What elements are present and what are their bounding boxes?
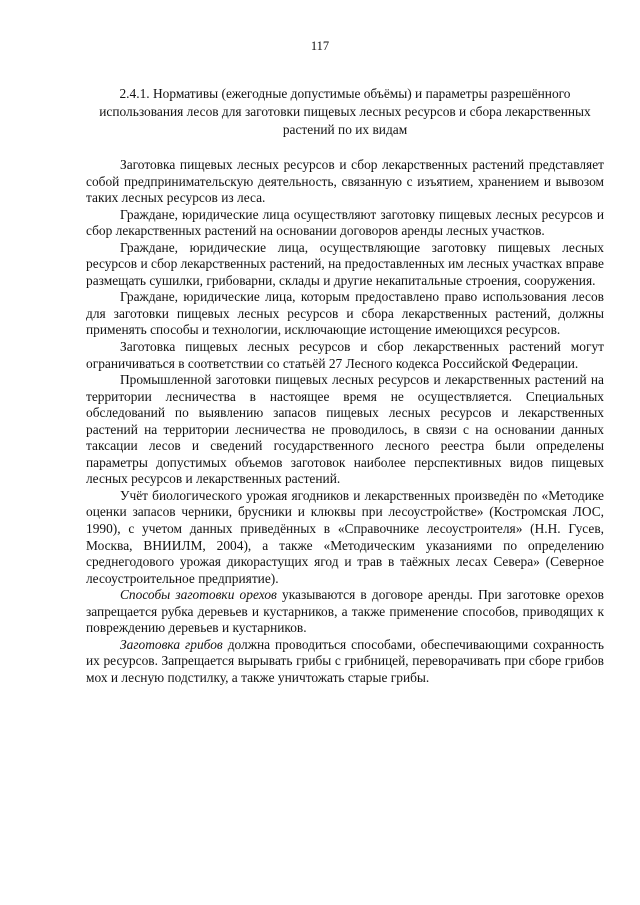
paragraph-italic-lead: Способы заготовки орехов [120, 587, 277, 603]
section-heading: 2.4.1. Нормативы (ежегодные допустимые объёмы) и параметры разрешённого использования лесов для заготовки пищевых лесных ресурсов и сбора лекарственных растений по их видам [99, 86, 591, 137]
paragraph-8 [86, 587, 604, 637]
paragraph-text: Заготовка пищевых лесных ресурсов и сбор лекарственных растений могут ограничиваться в соответствии со статьёй 27 Лесного кодекса Российской Федерации. [86, 339, 604, 371]
paragraph-text: Граждане, юридические лица, которым предоставлено право использования лесов для заготовки пищевых лесных ресурсов и сбора лекарственных растений, должны применять способы и технологии, исключающие истощение имеющихся ресурсов. [86, 289, 604, 338]
paragraph-1 [86, 157, 604, 207]
paragraph-9 [86, 637, 604, 687]
page-number: 117 [310, 39, 330, 53]
paragraph-text: Промышленной заготовки пищевых лесных ресурсов и лекарственных растений на территории лесничества в настоящее время не осуществляется. Специальных обследований по выявлению запасов пищевых лесных ресурсов и лекарственных растений на территории лесничества не проводилось, в связи с на основании данных таксации лесов и сведений государственного лесного реестра были определены параметры допустимых объемов заготовок наиболее перспективных видов пищевых лесных ресурсов и лекарственных растений. [86, 372, 604, 487]
paragraph-text: указываются в договоре аренды. При заготовке орехов запрещается рубка деревьев и кустарников, а также применение способов, приводящих к повреждению деревьев и кустарников. [86, 587, 605, 636]
paragraph-5 [86, 339, 604, 372]
paragraph-italic-lead: Заготовка грибов [120, 636, 223, 652]
paragraph-4 [86, 289, 604, 339]
paragraph-text: должна проводиться способами, обеспечивающими сохранность их ресурсов. Запрещается вырывать грибы с грибницей, переворачивать при сборе грибов мох и лесную подстилку, а также уничтожать старые грибы. [86, 636, 604, 685]
paragraph-text: Граждане, юридические лица осуществляют заготовку пищевых лесных ресурсов и сбор лекарственных растений на основании договоров аренды лесных участков. [86, 206, 604, 239]
paragraph-text: Заготовка пищевых лесных ресурсов и сбор лекарственных растений представляет собой предпринимательскую деятельность, связанную с изъятием, хранением и вывозом таких лесных ресурсов из леса. [86, 157, 604, 206]
document-body [86, 157, 604, 687]
paragraph-3 [86, 240, 604, 290]
paragraph-text: Граждане, юридические лица, осуществляющие заготовку пищевых лесных ресурсов и сбор лекарственных растений, на предоставленных им лесных участках вправе размещать сушилки, грибоварни, склады и другие некапитальные строения, сооружения. [86, 239, 604, 288]
paragraph-2 [86, 207, 604, 240]
paragraph-6 [86, 372, 604, 488]
paragraph-text: Учёт биологического урожая ягодников и лекарственных произведён по «Методике оценки запасов черники, брусники и клюквы при лесоустройстве» (Костромская ЛОС, 1990), с учетом данных приведённых в «Справочнике лесоустроителя» (Н.Н. Гусев, Москва, ВНИИЛМ, 2004), а также «Методическим указаниями по определению среднегодового урожая дикорастущих ягод и трав в таёжных лесах Севера» (Северное лесоустроительное предприятие). [86, 487, 604, 586]
paragraph-7 [86, 488, 604, 587]
